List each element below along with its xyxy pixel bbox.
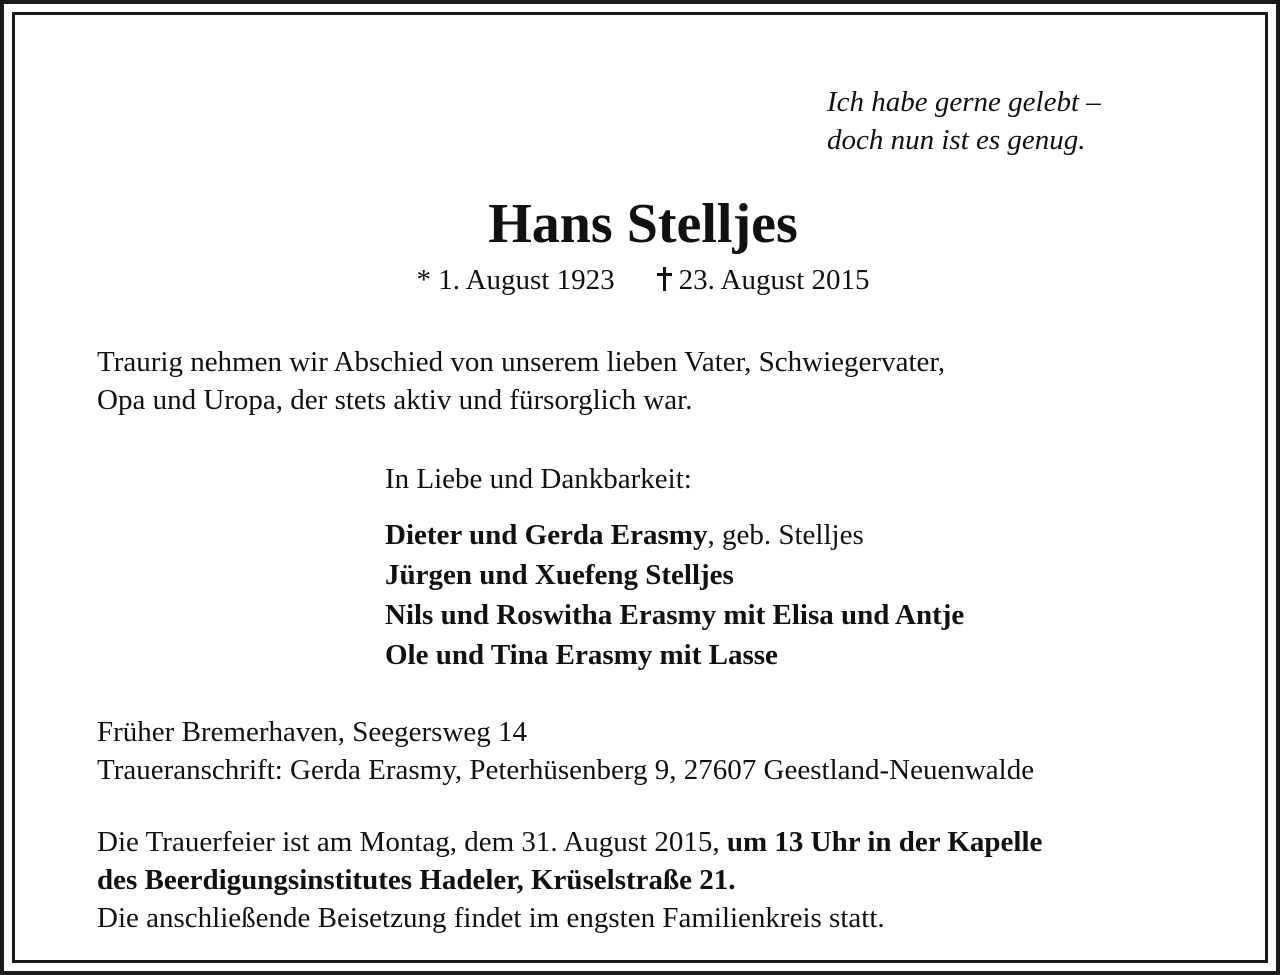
motto-line-1: Ich habe gerne gelebt – (827, 86, 1101, 118)
obituary-notice (12, 12, 1268, 963)
mourners-label: In Liebe und Dankbarkeit: (385, 463, 692, 495)
mourner-line: Jürgen und Xuefeng Stelljes (385, 559, 734, 591)
burial-note: Die anschließende Beisetzung findet im engsten Familienkreis statt. (97, 902, 885, 934)
ceremony-date-text: Die Trauerfeier ist am Montag, dem 31. August 2015, (97, 826, 727, 858)
death-date: 23. August 2015 (678, 264, 870, 296)
former-address: Früher Bremerhaven, Seegersweg 14 (97, 716, 528, 748)
farewell-line-2: Opa und Uropa, der stets aktiv und fürsorglich war. (97, 384, 693, 416)
motto-quote (827, 83, 1101, 159)
motto-line-2: doch nun ist es genug. (827, 124, 1086, 156)
mourner-line: Ole und Tina Erasmy mit Lasse (385, 639, 778, 671)
mourner-note: , geb. Stelljes (707, 519, 864, 551)
address-block (97, 713, 1034, 789)
farewell-text (97, 343, 945, 419)
life-dates (15, 261, 1271, 299)
birth-date: * 1. August 1923 (416, 264, 615, 296)
mourner-line (385, 515, 964, 555)
ceremony-time-place: um 13 Uhr in der Kapelle (726, 826, 1043, 858)
mourner-name: Dieter und Gerda Erasmy (385, 519, 708, 551)
latin-cross-icon (657, 267, 671, 291)
deceased-name: Hans Stelljes (488, 193, 798, 255)
ceremony-line-2: des Beerdigungsinstitutes Hadeler, Krüselstraße 21. (97, 864, 736, 896)
farewell-line-1: Traurig nehmen wir Abschied von unserem lieben Vater, Schwiegervater, (97, 346, 946, 378)
mourning-address: Traueranschrift: Gerda Erasmy, Peterhüsenberg 9, 27607 Geestland-Neuenwalde (97, 754, 1035, 786)
mourners-list (385, 515, 964, 675)
mourner-line: Nils und Roswitha Erasmy mit Elisa und Antje (385, 599, 965, 631)
ceremony-info (97, 823, 1042, 937)
ceremony-line-1 (97, 823, 1042, 861)
